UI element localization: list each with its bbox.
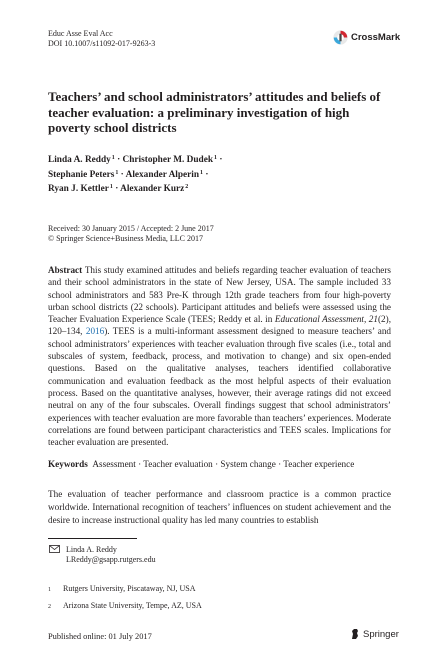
affiliation-2	[48, 601, 202, 612]
affiliation-marker: 2	[185, 184, 189, 190]
envelope-icon	[49, 545, 60, 553]
crossmark-label: CrossMark	[351, 31, 401, 43]
article-dates	[48, 224, 214, 244]
keywords-list: Assessment · Teacher evaluation · System change · Teacher experience	[92, 459, 355, 469]
crossmark-badge[interactable]	[333, 29, 411, 45]
keywords-label: Keywords	[48, 459, 88, 469]
abstract-label: Abstract	[48, 265, 83, 275]
journal-reference: Educational Assessment, 21	[274, 314, 378, 325]
journal-name: Educ Asse Eval Acc	[48, 29, 113, 38]
keywords	[48, 458, 391, 470]
publisher-logo	[350, 628, 399, 640]
author-name[interactable]: Linda A. Reddy	[48, 155, 111, 165]
affiliation-marker: 1	[111, 155, 115, 161]
abstract	[48, 264, 391, 448]
author-list: Linda A. Reddy$^1$ · Christopher M. Dudek$^1$ · Stephanie Peters$^1$ · Alexander Alperin$^1$ · Ryan J. Kettler$^1$ · Alexander Kurz$^2$	[48, 155, 223, 194]
doi: DOI 10.1007/s11092-017-9263-3	[48, 39, 156, 48]
affiliation-marker: 1	[200, 169, 204, 176]
published-date: Published online: 01 July 2017	[48, 632, 152, 641]
affiliation-marker: 1	[214, 155, 218, 161]
crossmark-logo-icon	[333, 30, 348, 45]
affiliation-marker: 1	[115, 169, 119, 176]
publisher-name: Springer	[363, 628, 399, 640]
affiliation-number: 1	[48, 587, 51, 593]
article-title: Teachers’ and school administrators’ attitudes and beliefs of teacher evaluation: a preliminary investigation of high poverty school districts	[48, 89, 381, 135]
author-name[interactable]: Alexander Kurz	[120, 184, 185, 194]
correspondence-name: Linda A. Reddy	[66, 545, 117, 554]
received-accepted: Received: 30 January 2015 / Accepted: 2 June 2017	[48, 224, 214, 233]
copyright: © Springer Science+Business Media, LLC 2017	[48, 234, 204, 243]
affiliation-number: 2	[48, 604, 51, 610]
author-name[interactable]: Ryan J. Kettler	[48, 184, 109, 194]
affiliation-marker: 1	[109, 184, 113, 190]
correspondence-email[interactable]: LReddy@gsapp.rutgers.edu	[66, 555, 156, 564]
abstract-text: (2), 120–134,	[48, 314, 391, 337]
abstract-text: ). TEES is a multi-informant assessment designed to measure teachers’ and school administrators’ experiences with teacher evaluation through five scales (i.e., total and subscales of system, feedback, process, and motivation to change) and six open-ended questions. Based on the qualitative analyses, teachers identified collaborative communication and evaluation feedback as the most helpful aspects of their evaluation process. Based on the quantitative analyses, however, their average ratings did not exceed neutral on any of the four subscales. Overall findings suggest that school administrators’ experiences with teacher evaluation are more favorable than teachers’ experiences. Moderate correlations are found between participant characteristics and TEES scales. Implications for teacher evaluation are presented.	[48, 326, 392, 448]
affiliation-text: Rutgers University, Piscataway, NJ, USA	[63, 584, 196, 593]
affiliation-1	[48, 584, 196, 595]
body-paragraph: The evaluation of teacher performance and classroom practice is a common practice worldwide. International recognition of teachers’ influences on student achievement and the desire to increase instructional quality has led many countries to establish	[48, 489, 391, 526]
author-name[interactable]: Stephanie Peters	[48, 169, 115, 180]
author-name[interactable]: Christopher M. Dudek	[122, 155, 214, 165]
springer-horse-icon	[350, 628, 360, 640]
citation-link[interactable]: 2016	[85, 326, 105, 337]
affiliation-text: Arizona State University, Tempe, AZ, USA	[63, 601, 202, 610]
footnote-divider	[48, 538, 137, 539]
author-name[interactable]: Alexander Alperin	[125, 169, 200, 180]
abstract-text: This study examined attitudes and beliefs regarding teacher evaluation of teachers and their school administrators in the state of New Jersey, USA. The sample included 33 school administrators and 583 Pre-K through 12th grade teachers from four high-poverty urban school districts (22 schools). Participant attitudes and beliefs were assessed using the Teacher Evaluation Experience Scale (TEES; Reddy et al. in	[48, 265, 391, 325]
